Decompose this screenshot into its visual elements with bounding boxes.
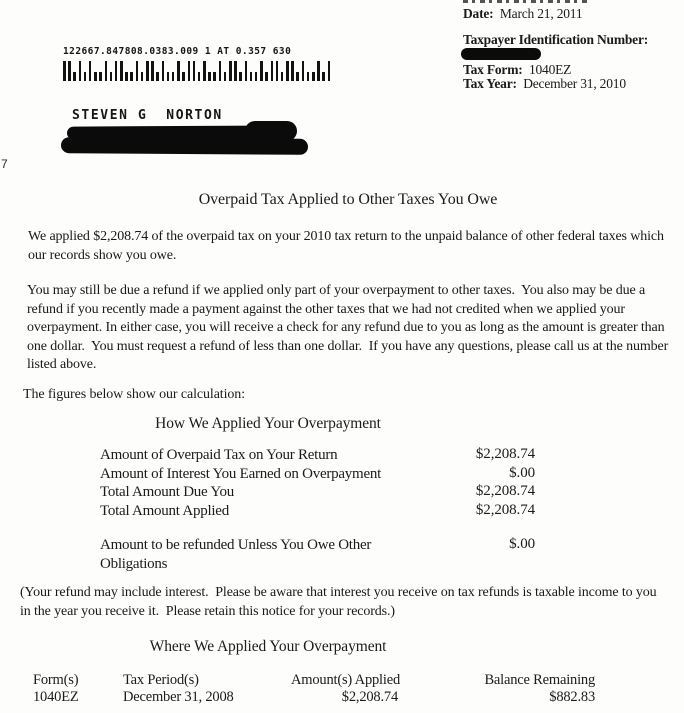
where-applied-heading: Where We Applied Your Overpayment — [149, 638, 387, 655]
calc-row — [0, 502, 560, 521]
calc-row-value: $2,208.74 — [475, 483, 535, 499]
tax-form-label: Tax Form: — [463, 62, 523, 77]
paragraph-applied-overpayment: We applied $2,208.74 of the overpaid tax on your 2010 tax return to the unpaid balance of other federal taxes which our records show you owe. — [28, 229, 668, 263]
cell-tax-period: December 31, 2008 — [123, 689, 234, 705]
calc-row — [0, 446, 560, 465]
date-value: March 21, 2011 — [499, 6, 583, 21]
calc-row-label: Total Amount Applied — [100, 502, 229, 519]
calc-row-label: Amount to be refunded Unless You Owe Other Obligations — [100, 537, 372, 572]
calc-row-value: $2,208.74 — [475, 501, 535, 518]
tin-redaction-bar — [461, 48, 541, 60]
mail-routing-code: 122667.847808.0383.009 1 AT 0.357 630 — [63, 46, 292, 57]
calc-row-label: Amount of Interest You Earned on Overpayment — [100, 465, 382, 482]
column-header-forms: Form(s) — [33, 672, 79, 688]
column-header-amount-applied: Amount(s) Applied — [291, 672, 400, 688]
calc-row-value: $.00 — [509, 464, 535, 481]
interest-note: (Your refund may include interest. Please be aware that interest you receive on tax refunds is taxable income to you in the year you receive it. Please retain this notice for your records.) — [20, 585, 660, 619]
calc-row-value: $2,208.74 — [475, 446, 535, 462]
cell-form: 1040EZ — [33, 689, 79, 705]
date-label: Date: — [463, 6, 494, 21]
tax-year-value: December 31, 2010 — [523, 76, 626, 91]
calc-row — [0, 536, 560, 574]
figures-intro: The figures below show our calculation: — [23, 387, 245, 402]
tax-form-value: 1040EZ — [528, 62, 572, 77]
recipient-name: STEVEN G NORTON — [72, 108, 223, 123]
letter-title: Overpaid Tax Applied to Other Taxes You Owe — [198, 191, 498, 208]
column-header-tax-period: Tax Period(s) — [123, 672, 199, 688]
column-header-balance-remaining: Balance Remaining — [484, 672, 595, 688]
cell-amount-applied: $2,208.74 — [341, 689, 398, 705]
cell-balance-remaining: $882.83 — [549, 689, 595, 705]
how-applied-heading: How We Applied Your Overpayment — [155, 415, 381, 432]
calc-row-label: Amount of Overpaid Tax on Your Return — [100, 447, 338, 463]
tin-label: Taxpayer Identification Number: — [463, 32, 649, 47]
margin-mark: 7 — [1, 157, 8, 171]
calc-row — [0, 483, 560, 502]
tin-line — [463, 32, 648, 48]
calc-row-label: Total Amount Due You — [100, 484, 234, 500]
date-line — [463, 6, 582, 22]
address-redaction-bar — [61, 137, 308, 155]
paragraph-refund-conditions: You may still be due a refund if we applied only part of your overpayment to other taxes. You also may be due a refund if you recently made a payment against the other taxes that we had not credited when we applied your overpayment. In either case, you will receive a check for any refund due to you as long as the amount is greater than one dollar. You must request a refund of less than one dollar. If you have any questions, please call us at the number listed above. — [27, 283, 672, 373]
tax-year-line — [463, 76, 626, 92]
tax-year-label: Tax Year: — [463, 76, 517, 91]
cutoff-text-remnant — [463, 0, 589, 3]
calc-row-value: $.00 — [509, 536, 535, 552]
postnet-barcode-icon — [63, 61, 339, 81]
calc-row — [0, 465, 560, 484]
